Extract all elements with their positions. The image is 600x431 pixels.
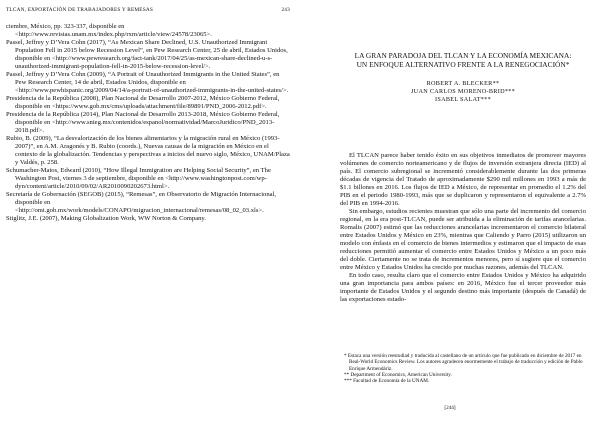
article-title [340, 51, 586, 69]
reference-entry: Schumacher-Matos, Edward (2010), “How Illegal Immigration are Helping Social Security”, en The Washington Post, viernes 3 de septiembre, disponible en <http://www.washingtonpost.com/wp-dyn/content/article/2010/09/02/AR2010090202673.html>. [6, 167, 271, 190]
article-body [340, 152, 586, 304]
footnote: ** Department of Economics, American University. [344, 371, 452, 378]
reference-entry: Passel, Jeffrey y D’Vera Cohn (2009), “A Portrait of Unauthorized Immigrants in the United States”, en Pew Research Center, 14 de abril, Estados Unidos, disponible en <http://www.pewhispanic.org/2009/04/14/a-portrait-of-unauthorized-immigrants-in-the-united-states/>. [6, 71, 289, 94]
reference-entry: Presidencia de la República (2014), Plan Nacional de Desarrollo 2013-2018, México Gobierno Federal, disponible en <http://www.snieg.mx/contenidos/espanol/normatividad/MarcoJuridico/PND_2013-2018.pdf>. [6, 111, 280, 134]
page-number: [244] [444, 405, 456, 411]
author-name: ROBERT A. BLECKER** [426, 80, 500, 87]
reference-entry: Secretaría de Gobernación (SEGOB) (2015), “Remesas”, en Observatorio de Migración Internacional, disponible en <http://omi.gob.mx/work/models/CONAPO/migracion_internacional/remesas/08_02_03.xls>. [6, 191, 277, 214]
footnote: * Estaca una versión reestudiad y traducida al castellano de un artículo que fue publicado en diciembre de 2017 en Real-World Economics Review. Los autores agradecen enormemente el trabajo de traducción y edición de Pablo Enrique Armendáriz. [344, 353, 583, 372]
running-head [6, 7, 290, 17]
running-head-title: TLCAN, EXPORTACIÓN DE TRABAJADORES Y REMESAS [6, 7, 154, 13]
page-number: 243 [281, 7, 290, 13]
article-title-line-1: LA GRAN PARADOJA DEL TLCAN Y LA ECONOMÍA MEXICANA: [354, 51, 572, 60]
reference-entry: ciembre, México, pp. 323-337, disponible en <http://www.revistas.unam.mx/index.php/rxm/article/view/24578/23065>. [6, 23, 212, 38]
author-name: ISABEL SALAT*** [434, 96, 491, 104]
footnotes [340, 353, 586, 384]
reference-list [6, 23, 290, 223]
body-paragraph: El TLCAN parece haber tenido éxito en sus objetivos inmediatos de promover mayores volúmenes de comercio norteamericano y de flujos de inversión extranjera directa (IED) al país. El comercio subregional se incrementó considerablemente durante las dos primeras décadas de vigencia del Tratado de aproximadamente $290 mil millones en 1993 a más de $1.1 billones en 2016. Los flujos de IED a México, de representar en promedio el 1.2% del PIB en el periodo 1980-1993, más que se duplicaron y representaron el equivalente a 2.7% del PIB en 1994-2016. [340, 151, 586, 207]
right-page [300, 0, 600, 431]
author-name: JUAN CARLOS MORENO-BRID*** [410, 88, 516, 96]
footnote: *** Facultad de Economía de la UNAM. [344, 378, 430, 385]
body-paragraph: En todo caso, resulta claro que el comercio entre Estados Unidos y México ha adquirido una gran importancia para ambos países: en 2016, México fue el tercer proveedor más importante de Estados Unidos y el segundo destino más importante (después de Canadá) de las exportaciones estado- [340, 271, 586, 303]
reference-entry: Presidencia de la República (2008), Plan Nacional de Desarrollo 2007-2012, México Gobierno Federal, disponible en <https://www.gob.mx/cms/uploads/attachment/file/89891/PND_2006-2012.pdf>. [6, 95, 280, 110]
reference-entry: Rubio, B. (2009), “La desvalorización de los bienes alimentarios y la migración rural en México (1993-2007)”, en A.M. Aragonés y B. Rubio (coords.), Nuevas causas de la migración en México en el contexto de la globalización. Tendencias y perspectivas a inicios del nuevo siglo, México, UNAM/Plaza y Valdés, p. 258. [6, 135, 290, 166]
article-title-line-2: UN ENFOQUE ALTERNATIVO FRENTE A LA RENEGOCIACIÓN* [356, 60, 570, 69]
reference-entry: Passel, Jeffrey y D’Vera Cohn (2017), “As Mexican Share Declined, U.S. Unauthorized Immigrant Population Fell in 2015 below Recession Level”, en Pew Research Center, 25 de abril, Estados Unidos, disponible en <http://www.pewresearch.org/fact-tank/2017/04/25/as-mexican-share-declined-u-s-unauthorized-immigrant-population-fell-in-2015-below-recession-level/>. [6, 39, 288, 70]
author-list [340, 80, 586, 105]
body-paragraph: Sin embargo, estudios recientes muestran que sólo una parte del incremento del comercio regional, en la era post-TLCAN, puede ser atribuida a la eliminación de tarifas arancelarias. Romalis (2007) estimó que las reducciones arancelarias incrementaron el comercio bilateral entre Estados Unidos y México en 23%, mientras que Caliendo y Parro (2015) utilizaron un modelo con énfasis en el comercio de bienes intermedios y estimaron que el impacto de esas reducciones permitió aumentar el comercio entre Estados Unidos y México a un poco más del doble. Ciertamente no se trata de incrementos menores, pero sí sugiere que el comercio entre México y Estados Unidos ha crecido por muchas razones, además del TLCAN. [340, 207, 586, 271]
reference-entry: Stiglitz, J.E. (2007), Making Globalization Work, WW Norton & Company. [6, 215, 206, 222]
